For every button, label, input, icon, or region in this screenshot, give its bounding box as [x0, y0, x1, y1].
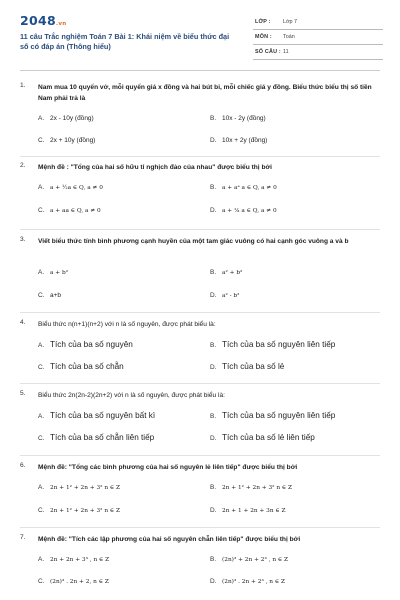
question-stem: Nam mua 10 quyển vở, mỗi quyển giá x đồng và hai bút bi, mỗi chiếc giá y đồng. Biểu thức biểu thị số tiền Nam phải trả là: [38, 84, 372, 102]
question-text: [38, 162, 378, 173]
option-d[interactable]: D. a + ¹⁄ₐ a ∈ Q, a ≠ 0: [210, 207, 277, 214]
option-c[interactable]: C. 2n + 1² + 2n + 3² n ∈ Z: [38, 507, 121, 514]
question-stem: "Tổng các bình phương của hai số nguyên lẻ liên tiếp" được biểu thị bởi: [68, 464, 298, 471]
question-prefix: Mệnh đề:: [38, 536, 67, 543]
question-stem: "Tích các lập phương của hai số nguyên chẵn liên tiếp" được biểu thị bởi: [68, 536, 301, 543]
question-divider: [20, 455, 380, 456]
option-a[interactable]: A. a + b²: [38, 269, 69, 276]
question-number: 2.: [20, 162, 26, 169]
option-d[interactable]: D. Tích của ba số lẻ: [210, 362, 285, 371]
question-number: 3.: [20, 236, 26, 243]
question-number: 7.: [20, 534, 26, 541]
option-b[interactable]: B. a² + b²: [210, 269, 243, 276]
header-divider: [20, 70, 380, 71]
option-c[interactable]: C. Tích của ba số chẵn: [38, 362, 124, 371]
option-b[interactable]: B. 2n + 1² + 2n + 3² n ∈ Z: [210, 484, 293, 491]
question-number: 1.: [20, 82, 26, 89]
option-a[interactable]: A. Tích của ba số nguyên bất kì: [38, 411, 156, 420]
question-divider: [20, 229, 380, 230]
question-prefix: Mệnh đề :: [38, 164, 69, 171]
question-text: [38, 236, 378, 247]
logo-sub: .vn: [56, 21, 67, 27]
option-c[interactable]: C. a + aa ∈ Q, a ≠ 0: [38, 207, 101, 214]
question-text: [38, 82, 378, 104]
option-b[interactable]: B. (2n)³ + 2n + 2³ , n ∈ Z: [210, 556, 289, 563]
question-divider: [20, 312, 380, 313]
option-a[interactable]: A. 2x - 10y (đồng): [38, 115, 94, 122]
option-c[interactable]: C. 2x + 10y (đồng): [38, 137, 96, 144]
option-a[interactable]: A. Tích của ba số nguyên: [38, 340, 133, 349]
info-row-subject: [253, 30, 383, 45]
question-number: 4.: [20, 319, 26, 326]
option-d[interactable]: D. 2n + 1 + 2n + 3n ∈ Z: [210, 507, 286, 514]
option-b[interactable]: B. 10x - 2y (đồng): [210, 115, 266, 122]
info-value: Toán: [283, 34, 295, 40]
option-d[interactable]: D. a² - b²: [210, 292, 240, 299]
option-c[interactable]: C. (2n)³ . 2n + 2, n ∈ Z: [38, 578, 109, 585]
question-divider: [20, 383, 380, 384]
question-stem: Viết biểu thức tính bình phương cạnh huyền của một tam giác vuông có hai cạnh góc vuông a và b: [38, 238, 349, 245]
option-d[interactable]: D. (2n)³ . 2n + 2³ , n ∈ Z: [210, 578, 286, 585]
question-stem: "Tổng của hai số hữu tỉ nghịch đảo của nhau" được biểu thị bởi: [70, 164, 273, 171]
option-a[interactable]: A. a + ½a ∈ Q, a ≠ 0: [38, 184, 103, 191]
option-a[interactable]: A. 2n + 2n + 3³ , n ∈ Z: [38, 556, 110, 563]
question-number: 6.: [20, 462, 26, 469]
info-value: Lớp 7: [283, 19, 298, 25]
question-stem: Biểu thức n(n+1)(n+2) với n là số nguyên, được phát biểu là:: [38, 321, 216, 328]
option-d[interactable]: D. 10x + 2y (đồng): [210, 137, 268, 144]
option-c[interactable]: C. a+b: [38, 292, 62, 299]
info-row-class: [253, 15, 383, 30]
info-label: LỚP :: [255, 19, 271, 25]
site-logo[interactable]: [20, 13, 67, 28]
question-text: [38, 534, 378, 545]
question-divider: [20, 156, 380, 157]
info-value: 11: [283, 49, 289, 55]
question-divider: [20, 527, 380, 528]
question-text: [38, 319, 378, 330]
option-c[interactable]: C. Tích của ba số chẵn liên tiếp: [38, 433, 155, 442]
info-row-count: [253, 45, 383, 60]
document-title: 11 câu Trắc nghiệm Toán 7 Bài 1: Khái niệm về biểu thức đại số có đáp án (Thông hiểu): [20, 32, 230, 51]
option-d[interactable]: D. Tích của ba số lẻ liên tiếp: [210, 433, 315, 442]
question-prefix: Mệnh đề:: [38, 464, 67, 471]
question-text: [38, 390, 378, 401]
question-number: 5.: [20, 390, 26, 397]
question-stem: Biểu thức 2n(2n-2)(2n+2) với n là số nguyên, được phát biểu là:: [38, 392, 226, 399]
option-b[interactable]: B. Tích của ba số nguyên liên tiếp: [210, 340, 336, 349]
option-b[interactable]: B. Tích của ba số nguyên liên tiếp: [210, 411, 336, 420]
option-b[interactable]: B. a + aᵃ a ∈ Q, a ≠ 0: [210, 184, 277, 191]
document-header: [0, 0, 400, 66]
info-table: [253, 15, 383, 60]
info-label: MÔN :: [255, 34, 272, 40]
question-text: [38, 462, 378, 473]
info-label: SỐ CÂU :: [255, 49, 281, 55]
option-a[interactable]: A. 2n + 1² + 2n + 3² n ∈ Z: [38, 484, 121, 491]
logo-main: 2048: [20, 13, 56, 28]
